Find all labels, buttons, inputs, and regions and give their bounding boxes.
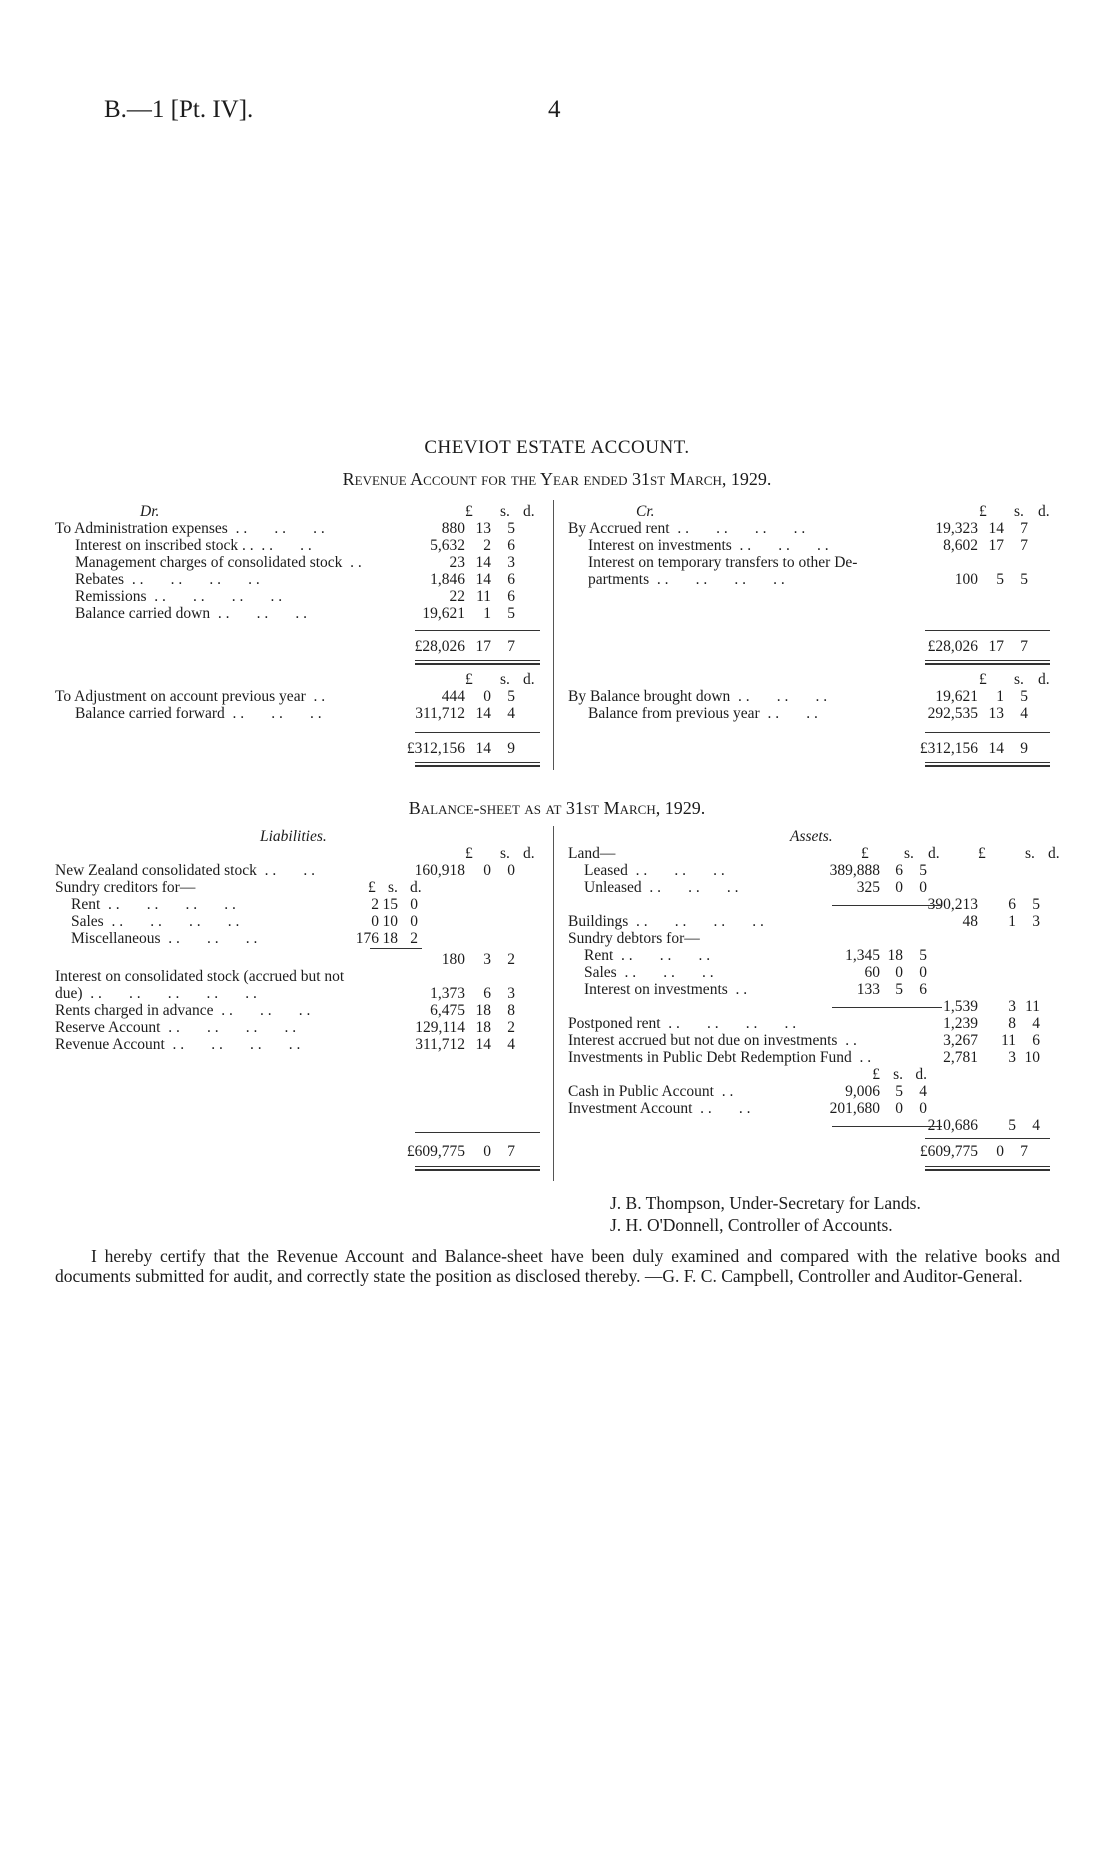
cash-subtotal-rule bbox=[832, 1126, 942, 1127]
row-inner-pounds: 133 bbox=[856, 981, 880, 998]
row-pence: 6 bbox=[507, 537, 515, 554]
row-label: Balance from previous year . . . . bbox=[588, 705, 818, 722]
row-pence: 3 bbox=[507, 985, 515, 1002]
cr-total-double-rule bbox=[925, 660, 1050, 665]
row-label: Interest on inscribed stock . . . . . . bbox=[75, 537, 312, 554]
liability-row bbox=[55, 1019, 545, 1036]
row-label: Buildings . . . . . . . . bbox=[568, 913, 764, 930]
row-label: Balance carried down . . . . . . bbox=[75, 605, 308, 622]
row-pounds: 48 bbox=[962, 913, 978, 930]
asset-row bbox=[568, 998, 1058, 1015]
cr-total2-pence: 9 bbox=[1020, 740, 1028, 757]
liabilities-total-rule bbox=[415, 1132, 540, 1133]
unit-shillings: s. bbox=[500, 503, 510, 520]
row-inner-pounds: 2 bbox=[371, 896, 379, 913]
unit-shillings: s. bbox=[1025, 845, 1035, 862]
cr-rows bbox=[568, 520, 1058, 588]
row-label: Investments in Public Debt Redemption Fund . . bbox=[568, 1049, 872, 1066]
row-shillings: 3 bbox=[1008, 1049, 1016, 1066]
cr-rows-2 bbox=[568, 688, 1058, 722]
row-label: By Accrued rent . . . . . . . . bbox=[568, 520, 806, 537]
cr2-subtotal-rule bbox=[925, 732, 1050, 733]
row-shillings: 14 bbox=[475, 1036, 491, 1053]
dr-subtotal-rule bbox=[415, 630, 540, 631]
assets-rows bbox=[568, 845, 1058, 1134]
revenue-column-divider bbox=[553, 500, 554, 770]
dr-rows bbox=[55, 520, 545, 622]
asset-row bbox=[568, 1066, 1058, 1083]
dr2-subtotal-rule bbox=[415, 732, 540, 733]
inner-unit-pounds: £ bbox=[861, 845, 869, 862]
row-inner-pence: 0 bbox=[410, 913, 418, 930]
assets-total bbox=[568, 1143, 1058, 1160]
asset-row bbox=[568, 1049, 1058, 1066]
asset-row bbox=[568, 1100, 1058, 1117]
row-label: Revenue Account . . . . . . . . bbox=[55, 1036, 301, 1053]
row-label: Investment Account . . . . bbox=[568, 1100, 751, 1117]
liabilities-label: Liabilities. bbox=[260, 828, 327, 845]
row-pounds: 1,239 bbox=[943, 1015, 978, 1032]
row-pounds: 880 bbox=[441, 520, 465, 537]
revenue-cr-section bbox=[568, 503, 1058, 588]
row-label: Cash in Public Account . . bbox=[568, 1083, 734, 1100]
row-inner-shillings: s. bbox=[893, 1066, 903, 1083]
row-pence: 4 bbox=[507, 705, 515, 722]
row-pence: 5 bbox=[507, 520, 515, 537]
unit-pence: d. bbox=[1038, 503, 1050, 520]
row-pence: 4 bbox=[1032, 1015, 1040, 1032]
row-label: Reserve Account . . . . . . . . bbox=[55, 1019, 297, 1036]
liabilities-total-pounds: £609,775 bbox=[406, 1143, 465, 1160]
liability-row bbox=[55, 879, 545, 896]
row-inner-pence: 2 bbox=[410, 930, 418, 947]
row-shillings: 6 bbox=[483, 985, 491, 1002]
row-pence: 6 bbox=[507, 588, 515, 605]
row-inner-shillings: 0 bbox=[895, 1100, 903, 1117]
row-pounds: 1,373 bbox=[430, 985, 465, 1002]
cr-total-2 bbox=[568, 740, 1058, 757]
balance-column-divider bbox=[553, 826, 554, 1181]
row-label: Balance carried forward . . . . . . bbox=[75, 705, 322, 722]
dr-total-shillings: 17 bbox=[475, 638, 491, 655]
row-pence: 2 bbox=[507, 951, 515, 968]
asset-row bbox=[568, 845, 1058, 862]
row-label: Rents charged in advance . . . . . . bbox=[55, 1002, 311, 1019]
unit-shillings: s. bbox=[1014, 503, 1024, 520]
row-pounds: 390,213 bbox=[927, 896, 978, 913]
unit-pence: d. bbox=[523, 845, 535, 862]
asset-row bbox=[568, 896, 1058, 913]
row-label: Sales . . . . . . . . bbox=[71, 913, 240, 930]
row-inner-pence: 4 bbox=[919, 1083, 927, 1100]
creditors-subtotal-rule bbox=[370, 948, 422, 949]
row-inner-pence: d. bbox=[915, 1066, 927, 1083]
signature-under-secretary: J. B. Thompson, Under-Secretary for Lands. bbox=[610, 1193, 921, 1213]
dr-label: Dr. bbox=[140, 503, 160, 520]
asset-row bbox=[568, 1083, 1058, 1100]
inner-unit-shillings: s. bbox=[388, 879, 398, 896]
account-row bbox=[55, 520, 545, 537]
row-shillings: 14 bbox=[988, 520, 1004, 537]
dr-total bbox=[55, 638, 545, 655]
row-shillings: 3 bbox=[1008, 998, 1016, 1015]
assets-total-shillings: 0 bbox=[996, 1143, 1004, 1160]
unit-pence: d. bbox=[523, 671, 535, 688]
row-pounds: 19,621 bbox=[935, 688, 978, 705]
inner-unit-shillings: s. bbox=[904, 845, 914, 862]
row-pounds: 311,712 bbox=[415, 705, 465, 722]
row-shillings: 5 bbox=[1008, 1117, 1016, 1134]
row-inner-pounds: 176 bbox=[355, 930, 379, 947]
row-inner-pounds: 9,006 bbox=[845, 1083, 880, 1100]
liability-row bbox=[55, 913, 545, 930]
row-pounds: 19,621 bbox=[422, 605, 465, 622]
row-inner-shillings: 6 bbox=[895, 862, 903, 879]
row-shillings: 1 bbox=[483, 605, 491, 622]
row-shillings: 17 bbox=[988, 537, 1004, 554]
row-pence: 5 bbox=[1020, 688, 1028, 705]
dr-rows-2 bbox=[55, 688, 545, 722]
unit-pounds: £ bbox=[465, 671, 473, 688]
row-pence: 3 bbox=[1032, 913, 1040, 930]
dr-total2-pounds: £312,156 bbox=[406, 740, 465, 757]
row-pence: 7 bbox=[1020, 537, 1028, 554]
asset-row bbox=[568, 947, 1058, 964]
row-pounds: 292,535 bbox=[927, 705, 978, 722]
account-row bbox=[55, 537, 545, 554]
unit-pounds: £ bbox=[979, 503, 987, 520]
asset-row bbox=[568, 862, 1058, 879]
dr-total-2 bbox=[55, 740, 545, 757]
row-inner-shillings: 15 bbox=[382, 896, 398, 913]
asset-row bbox=[568, 1117, 1058, 1134]
cr-total2-pounds: £312,156 bbox=[919, 740, 978, 757]
row-label: By Balance brought down . . . . . . bbox=[568, 688, 828, 705]
row-pounds: 23 bbox=[449, 554, 465, 571]
dr-total-pounds: £28,026 bbox=[414, 638, 465, 655]
account-row bbox=[55, 688, 545, 705]
dr-total-double-rule bbox=[415, 660, 540, 665]
row-inner-shillings: 0 bbox=[895, 879, 903, 896]
dr-total2-pence: 9 bbox=[507, 740, 515, 757]
cr-total2-shillings: 14 bbox=[988, 740, 1004, 757]
unit-pounds: £ bbox=[979, 671, 987, 688]
dr-total2-double-rule bbox=[415, 762, 540, 767]
row-shillings: 11 bbox=[476, 588, 491, 605]
liabilities-total bbox=[55, 1143, 545, 1160]
account-row bbox=[568, 705, 1058, 722]
account-row bbox=[55, 571, 545, 588]
row-inner-shillings: 5 bbox=[895, 1083, 903, 1100]
row-label: due) . . . . . . . . . . bbox=[55, 985, 257, 1002]
liability-row bbox=[55, 985, 545, 1002]
account-row bbox=[55, 554, 545, 571]
asset-row bbox=[568, 930, 1058, 947]
row-shillings: 3 bbox=[483, 951, 491, 968]
row-shillings: 6 bbox=[1008, 896, 1016, 913]
row-pence: 5 bbox=[507, 688, 515, 705]
row-label: Rent . . . . . . . . bbox=[71, 896, 236, 913]
unit-pounds: £ bbox=[465, 845, 473, 862]
row-shillings: 1 bbox=[996, 688, 1004, 705]
row-label: Postponed rent . . . . . . . . bbox=[568, 1015, 797, 1032]
row-label: Leased . . . . . . bbox=[584, 862, 725, 879]
row-pence: 0 bbox=[507, 862, 515, 879]
liability-row bbox=[55, 1036, 545, 1053]
row-label: Interest on investments . . bbox=[584, 981, 748, 998]
row-label: Unleased . . . . . . bbox=[584, 879, 739, 896]
row-pounds: 1,539 bbox=[943, 998, 978, 1015]
unit-pence: d. bbox=[1038, 671, 1050, 688]
row-pence: 5 bbox=[507, 605, 515, 622]
row-pounds: 311,712 bbox=[415, 1036, 465, 1053]
row-label: To Adjustment on account previous year . . bbox=[55, 688, 326, 705]
row-label: Interest on investments . . . . . . bbox=[588, 537, 829, 554]
row-label: Sundry debtors for— bbox=[568, 930, 700, 947]
row-shillings: 14 bbox=[475, 571, 491, 588]
assets-label: Assets. bbox=[790, 828, 833, 845]
revenue-dr-section bbox=[55, 503, 545, 622]
unit-pence: d. bbox=[523, 503, 535, 520]
row-pence: 6 bbox=[1032, 1032, 1040, 1049]
row-label: Sundry creditors for— bbox=[55, 879, 196, 896]
row-pence: 11 bbox=[1025, 998, 1040, 1015]
assets-total-pence: 7 bbox=[1020, 1143, 1028, 1160]
row-inner-pounds: 0 bbox=[371, 913, 379, 930]
cr-subtotal-rule bbox=[925, 630, 1050, 631]
unit-shillings: s. bbox=[1014, 671, 1024, 688]
liability-row bbox=[55, 862, 545, 879]
liability-row bbox=[55, 896, 545, 913]
row-inner-pounds: 60 bbox=[864, 964, 880, 981]
liabilities-double-rule bbox=[415, 1166, 540, 1171]
liability-row bbox=[55, 968, 545, 985]
signature-controller: J. H. O'Donnell, Controller of Accounts. bbox=[610, 1215, 893, 1235]
row-label: Interest on consolidated stock (accrued but not bbox=[55, 968, 345, 985]
account-row bbox=[568, 520, 1058, 537]
row-inner-pence: 0 bbox=[919, 964, 927, 981]
row-inner-pounds: 389,888 bbox=[829, 862, 880, 879]
liabilities-rows bbox=[55, 862, 545, 1053]
row-label: Remissions . . . . . . . . bbox=[75, 588, 283, 605]
row-shillings: 14 bbox=[475, 705, 491, 722]
row-label: Land— bbox=[568, 845, 616, 862]
row-pence: 5 bbox=[1032, 896, 1040, 913]
assets-total-rule bbox=[925, 1138, 1050, 1139]
row-shillings: 5 bbox=[996, 571, 1004, 588]
inner-unit-pence: d. bbox=[928, 845, 940, 862]
unit-shillings: s. bbox=[500, 845, 510, 862]
unit-shillings: s. bbox=[500, 671, 510, 688]
row-shillings: 1 bbox=[1008, 913, 1016, 930]
account-row bbox=[568, 554, 1058, 571]
row-pence: 3 bbox=[507, 554, 515, 571]
row-inner-pounds: 1,345 bbox=[845, 947, 880, 964]
asset-row bbox=[568, 981, 1058, 998]
row-label: partments . . . . . . . . bbox=[588, 571, 785, 588]
row-pence: 2 bbox=[507, 1019, 515, 1036]
row-inner-pence: 5 bbox=[919, 947, 927, 964]
row-shillings: 13 bbox=[988, 705, 1004, 722]
asset-row bbox=[568, 1032, 1058, 1049]
unit-pence: d. bbox=[1048, 845, 1060, 862]
row-pounds: 6,475 bbox=[430, 1002, 465, 1019]
row-label: Interest accrued but not due on investments . . bbox=[568, 1032, 857, 1049]
asset-row bbox=[568, 964, 1058, 981]
row-pounds: 3,267 bbox=[943, 1032, 978, 1049]
row-pounds: 444 bbox=[441, 688, 465, 705]
cr-total-pounds: £28,026 bbox=[927, 638, 978, 655]
assets-section bbox=[568, 828, 1058, 1134]
row-inner-pence: 0 bbox=[919, 879, 927, 896]
revenue-dr-section-2 bbox=[55, 671, 545, 722]
cr-total2-double-rule bbox=[925, 762, 1050, 767]
account-row bbox=[568, 571, 1058, 588]
row-pounds: 8,602 bbox=[943, 537, 978, 554]
account-row bbox=[55, 605, 545, 622]
row-shillings: 2 bbox=[483, 537, 491, 554]
row-shillings: 11 bbox=[1001, 1032, 1016, 1049]
inner-unit-pounds: £ bbox=[368, 879, 376, 896]
unit-pounds: £ bbox=[465, 503, 473, 520]
row-pounds: 2,781 bbox=[943, 1049, 978, 1066]
row-inner-shillings: 18 bbox=[887, 947, 903, 964]
row-pounds: 129,114 bbox=[415, 1019, 465, 1036]
row-pounds: 160,918 bbox=[414, 862, 465, 879]
row-shillings: 0 bbox=[483, 688, 491, 705]
inner-unit-pence: d. bbox=[410, 879, 422, 896]
cr-label: Cr. bbox=[636, 503, 655, 520]
row-pounds: 5,632 bbox=[430, 537, 465, 554]
audit-certification: I hereby certify that the Revenue Account and Balance-sheet have been duly examined and compared with the relative books and documents submitted for audit, and correctly state the position as disclosed thereby. —G. F. C. Campbell, Controller and Auditor-General. bbox=[55, 1246, 1060, 1286]
row-pounds: 1,846 bbox=[430, 571, 465, 588]
row-shillings: 13 bbox=[475, 520, 491, 537]
liability-row bbox=[55, 1002, 545, 1019]
row-label: Miscellaneous . . . . . . bbox=[71, 930, 258, 947]
asset-row bbox=[568, 913, 1058, 930]
land-subtotal-rule bbox=[832, 905, 942, 906]
row-label: Rent . . . . . . bbox=[584, 947, 711, 964]
assets-double-rule bbox=[925, 1166, 1050, 1171]
row-label: Interest on temporary transfers to other De- bbox=[588, 554, 858, 571]
row-pence: 6 bbox=[507, 571, 515, 588]
row-label: To Administration expenses . . . . . . bbox=[55, 520, 325, 537]
row-inner-pence: 6 bbox=[919, 981, 927, 998]
row-inner-shillings: 18 bbox=[382, 930, 398, 947]
row-label: Management charges of consolidated stock . . bbox=[75, 554, 362, 571]
row-inner-pounds: 201,680 bbox=[829, 1100, 880, 1117]
row-inner-pence: 0 bbox=[919, 1100, 927, 1117]
row-pounds: 19,323 bbox=[935, 520, 978, 537]
asset-row bbox=[568, 879, 1058, 896]
balance-sheet-subtitle: Balance-sheet as at 31st March, 1929. bbox=[408, 798, 706, 818]
dr-total-pence: 7 bbox=[507, 638, 515, 655]
row-inner-shillings: 10 bbox=[382, 913, 398, 930]
row-inner-pounds: 325 bbox=[856, 879, 880, 896]
row-pounds: 210,686 bbox=[927, 1117, 978, 1134]
row-inner-pence: 0 bbox=[410, 896, 418, 913]
row-shillings: 0 bbox=[483, 862, 491, 879]
cr-total bbox=[568, 638, 1058, 655]
row-label: Sales . . . . . . bbox=[584, 964, 714, 981]
row-shillings: 14 bbox=[475, 554, 491, 571]
row-inner-pence: 5 bbox=[919, 862, 927, 879]
row-inner-pounds: £ bbox=[872, 1066, 880, 1083]
row-pence: 10 bbox=[1024, 1049, 1040, 1066]
revenue-cr-section-2 bbox=[568, 671, 1058, 722]
row-inner-shillings: 0 bbox=[895, 964, 903, 981]
row-shillings: 18 bbox=[475, 1002, 491, 1019]
asset-row bbox=[568, 1015, 1058, 1032]
liabilities-total-shillings: 0 bbox=[483, 1143, 491, 1160]
row-inner-shillings: 5 bbox=[895, 981, 903, 998]
row-shillings: 18 bbox=[475, 1019, 491, 1036]
account-row bbox=[568, 537, 1058, 554]
row-label: New Zealand consolidated stock . . . . bbox=[55, 862, 315, 879]
account-row bbox=[568, 688, 1058, 705]
row-shillings: 8 bbox=[1008, 1015, 1016, 1032]
account-row bbox=[55, 588, 545, 605]
unit-pounds: £ bbox=[978, 845, 986, 862]
dr-total2-shillings: 14 bbox=[475, 740, 491, 757]
assets-total-pounds: £609,775 bbox=[919, 1143, 978, 1160]
row-pounds: 22 bbox=[449, 588, 465, 605]
liability-row bbox=[55, 951, 545, 968]
row-label: Rebates . . . . . . . . bbox=[75, 571, 260, 588]
row-pounds: 180 bbox=[441, 951, 465, 968]
debtors-subtotal-rule bbox=[832, 1007, 942, 1008]
row-pence: 5 bbox=[1020, 571, 1028, 588]
cr-total-pence: 7 bbox=[1020, 638, 1028, 655]
page-title: CHEVIOT ESTATE ACCOUNT. bbox=[424, 437, 690, 458]
liability-row bbox=[55, 930, 545, 947]
row-pence: 8 bbox=[507, 1002, 515, 1019]
row-pence: 4 bbox=[507, 1036, 515, 1053]
row-pence: 7 bbox=[1020, 520, 1028, 537]
row-pence: 4 bbox=[1020, 705, 1028, 722]
row-pounds: 100 bbox=[954, 571, 978, 588]
revenue-account-subtitle: Revenue Account for the Year ended 31st March, 1929. bbox=[342, 469, 772, 489]
account-row bbox=[55, 705, 545, 722]
liabilities-total-pence: 7 bbox=[507, 1143, 515, 1160]
page-number: 4 bbox=[548, 96, 561, 123]
liabilities-section bbox=[55, 828, 545, 1053]
cr-total-shillings: 17 bbox=[988, 638, 1004, 655]
row-pence: 4 bbox=[1032, 1117, 1040, 1134]
document-reference: B.—1 [Pt. IV]. bbox=[104, 96, 254, 123]
